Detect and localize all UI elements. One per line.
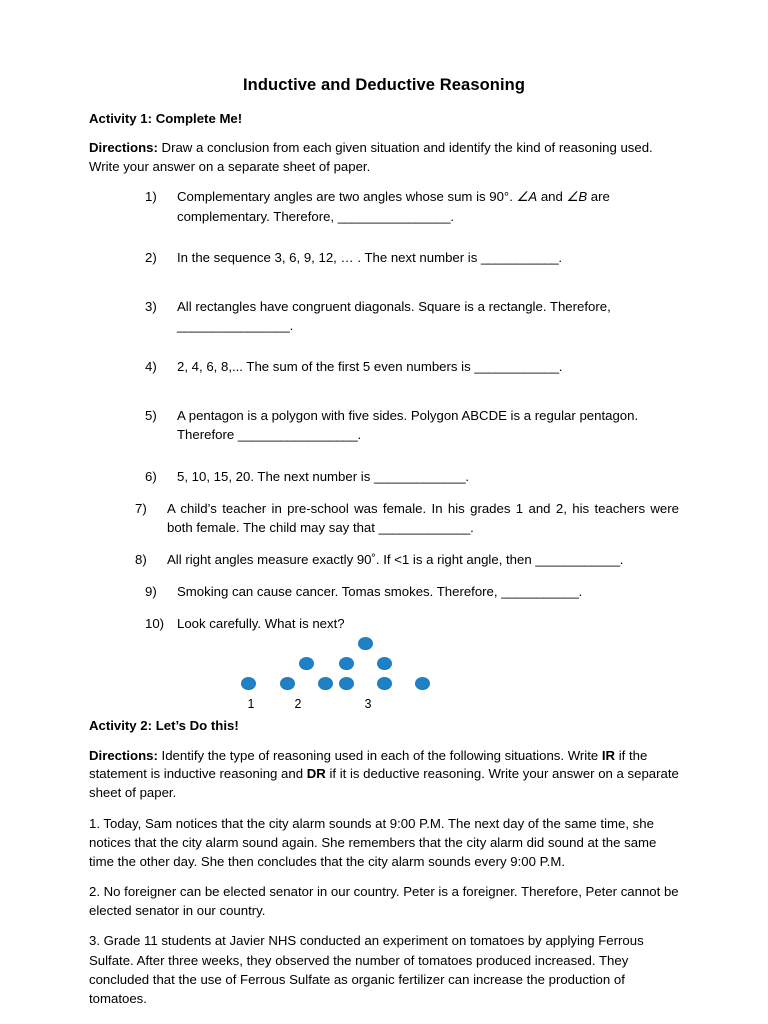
- question-text-before: In the sequence 3, 6, 9, 12, … . The next number is: [177, 249, 481, 265]
- question-text-before: 2, 4, 6, 8,... The sum of the first 5 even numbers is: [177, 359, 475, 375]
- question-text-after: are complementary. Therefore,: [177, 189, 610, 224]
- question-number: 1): [145, 189, 157, 205]
- question-number: 4): [145, 359, 157, 375]
- blue-dot-icon: [339, 677, 354, 690]
- activity-2-statement-1: 1. Today, Sam notices that the city alarm sounds at 9:00 P.M. The next day of the same time, she notices that the city alarm sound again. She remembers that the city alarm did sound at the same time the other day. She then concludes that the city alarm sounds every 9:00 P.M.: [89, 815, 657, 870]
- directions-text: Draw a conclusion from each given situation and identify the kind of reasoning used. Write your answer on a separate sheet of paper.: [89, 139, 653, 174]
- question-number: 3): [145, 298, 157, 314]
- activity-1-heading: Activity 1: Complete Me!: [89, 110, 243, 126]
- activity-2-statement-3: 3. Grade 11 students at Javier NHS conducted an experiment on tomatoes by applying Ferrous Sulfate. After three weeks, they observed the number of tomatoes produced increased. They concluded that the use of Ferrous Sulfate as organic fertilizer can increase the production of tomatoes.: [89, 933, 644, 1006]
- blue-dot-icon: [318, 677, 333, 690]
- question-number: 10): [145, 616, 165, 632]
- directions-label: Directions:: [89, 139, 158, 155]
- blue-dot-icon: [339, 657, 354, 670]
- question-text-before: Look carefully. What is next?: [177, 616, 345, 632]
- question-item-2: [145, 248, 679, 267]
- question-number: 8): [135, 551, 147, 567]
- question-item-9: [145, 582, 679, 601]
- question-number: 9): [145, 584, 157, 600]
- answer-blank[interactable]: _________________: [237, 427, 358, 443]
- dot-group-label-2: 2: [294, 697, 302, 712]
- question-text-before: A pentagon is a polygon with five sides. Polygon ABCDE is a regular pentagon. Therefore: [177, 408, 639, 443]
- question-text-mid: and: [537, 189, 567, 205]
- blue-dot-icon: [377, 677, 392, 690]
- blue-dot-icon: [280, 677, 295, 690]
- question-number: 5): [145, 408, 157, 424]
- question-item-8: [135, 550, 679, 569]
- question-text-before: All right angles measure exactly 90˚. If <1 is a right angle, then: [167, 551, 536, 567]
- answer-blank[interactable]: _____________: [373, 468, 466, 484]
- directions-part-2: if the statement is inductive reasoning and: [89, 747, 648, 782]
- angle-a-symbol: ∠A: [516, 189, 538, 205]
- activity-2-statement-2: 2. No foreigner can be elected senator in our country. Peter is a foreigner. Therefore, Peter cannot be elected senator in our country.: [89, 884, 679, 919]
- dot-group-label-1: 1: [247, 697, 255, 712]
- question-text-end: .: [558, 249, 563, 265]
- answer-blank[interactable]: ____________: [535, 551, 620, 567]
- dot-group-3: [339, 637, 414, 693]
- dr-label: DR: [306, 766, 326, 782]
- question-text-before: All rectangles have congruent diagonals. Square is a rectangle. Therefore,: [177, 298, 611, 314]
- question-number: 7): [135, 500, 147, 516]
- dot-group-2: [280, 657, 336, 693]
- blue-dot-icon: [241, 677, 256, 690]
- question-number: 6): [145, 468, 157, 484]
- directions-part-1: Identify the type of reasoning used in each of the following situations. Write: [157, 747, 602, 763]
- question-text-end: .: [357, 427, 362, 443]
- answer-blank[interactable]: ___________: [501, 584, 579, 600]
- question-item-5: [145, 406, 679, 444]
- question-text-end: .: [558, 359, 563, 375]
- answer-blank[interactable]: ________________: [177, 317, 290, 333]
- dot-group-label-3: 3: [364, 697, 372, 712]
- question-text-end: .: [619, 551, 624, 567]
- question-item-1: [145, 187, 679, 225]
- document-content: [89, 76, 679, 1019]
- activity-2-heading: Activity 2: Let’s Do this!: [89, 718, 239, 734]
- question-text-end: .: [465, 468, 470, 484]
- activity-2-directions: [89, 747, 679, 803]
- answer-blank[interactable]: _____________: [378, 519, 471, 535]
- angle-b-symbol: ∠B: [566, 189, 588, 205]
- question-item-6: [145, 467, 679, 486]
- question-text-before: A child’s teacher in pre-school was female. In his grades 1 and 2, his teachers were both female. The child may say that: [167, 500, 679, 535]
- question-item-10: [145, 614, 679, 633]
- ir-label: IR: [601, 747, 616, 763]
- dot-group-1: [241, 677, 257, 693]
- dot-pattern-figure: [89, 637, 679, 711]
- blue-dot-icon: [358, 637, 373, 650]
- question-text-before: Smoking can cause cancer. Tomas smokes. Therefore,: [177, 584, 502, 600]
- directions-part-3: if it is deductive reasoning. Write your answer on a separate sheet of paper.: [89, 766, 679, 801]
- activity-1-question-list: [89, 187, 679, 633]
- page-title: Inductive and Deductive Reasoning: [242, 76, 526, 94]
- blue-dot-icon: [299, 657, 314, 670]
- answer-blank[interactable]: ___________: [480, 249, 559, 265]
- question-item-3: [145, 297, 679, 335]
- question-text-before: 5, 10, 15, 20. The next number is: [177, 468, 374, 484]
- question-text-end: .: [289, 317, 294, 333]
- question-text-end: .: [470, 519, 474, 535]
- blue-dot-icon: [415, 677, 430, 690]
- blue-dot-icon: [377, 657, 392, 670]
- answer-blank[interactable]: ________________: [337, 208, 451, 224]
- activity-1-directions: [89, 139, 679, 176]
- directions-label: Directions:: [89, 747, 158, 763]
- question-number: 2): [145, 249, 157, 265]
- question-item-7: [135, 499, 679, 537]
- question-text-before: Complementary angles are two angles whose sum is 90°.: [177, 189, 517, 205]
- question-item-4: [145, 357, 679, 376]
- question-text-end: .: [450, 208, 454, 224]
- question-text-end: .: [578, 584, 583, 600]
- answer-blank[interactable]: ____________: [474, 359, 559, 375]
